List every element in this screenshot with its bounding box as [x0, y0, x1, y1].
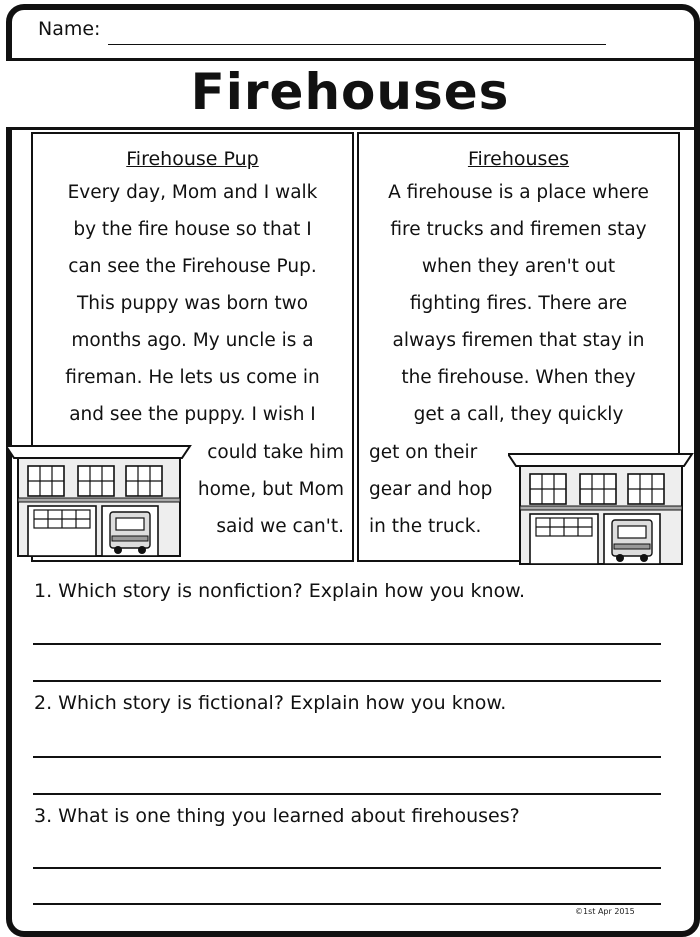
- story-line: get a call, they quickly: [413, 404, 624, 425]
- story-title: Firehouses: [467, 148, 570, 170]
- story-line: by the fire house so that I: [73, 219, 312, 240]
- copyright-note: ©1st Apr 2015: [575, 907, 635, 916]
- story-line: fighting fires. There are: [409, 293, 628, 314]
- title-band: [6, 58, 694, 130]
- name-label: Name:: [38, 18, 101, 40]
- firehouse-icon: [508, 452, 694, 566]
- question-3: 3. What is one thing you learned about firehouses?: [34, 805, 520, 827]
- answer-line[interactable]: [33, 903, 661, 905]
- answer-line[interactable]: [33, 793, 661, 795]
- story-line: could take him: [207, 442, 344, 463]
- story-line: said we can't.: [216, 516, 344, 537]
- story-line: gear and hop: [369, 479, 493, 500]
- firehouse-icon: [6, 444, 192, 558]
- story-line: Every day, Mom and I walk: [67, 182, 318, 203]
- story-line: fireman. He lets us come in: [65, 367, 320, 388]
- story-line: and see the puppy. I wish I: [69, 404, 316, 425]
- answer-line[interactable]: [33, 680, 661, 682]
- name-answer-line[interactable]: [108, 44, 606, 45]
- answer-line[interactable]: [33, 643, 661, 645]
- page-title: Firehouses: [190, 63, 510, 121]
- story-line: get on their: [369, 442, 478, 463]
- question-2: 2. Which story is fictional? Explain how you know.: [34, 692, 507, 714]
- answer-line[interactable]: [33, 867, 661, 869]
- story-line: This puppy was born two: [76, 293, 309, 314]
- story-line: when they aren't out: [421, 256, 616, 277]
- story-line: can see the Firehouse Pup.: [68, 256, 317, 277]
- story-line: A firehouse is a place where: [388, 182, 649, 203]
- story-line: fire trucks and firemen stay: [390, 219, 647, 240]
- question-1: 1. Which story is nonfiction? Explain how you know.: [34, 580, 526, 602]
- story-line: the firehouse. When they: [401, 367, 636, 388]
- answer-line[interactable]: [33, 756, 661, 758]
- story-line: months ago. My uncle is a: [71, 330, 314, 351]
- story-line: home, but Mom: [197, 479, 344, 500]
- story-title: Firehouse Pup: [126, 148, 259, 170]
- story-line: in the truck.: [369, 516, 482, 537]
- story-line: always firemen that stay in: [392, 330, 645, 351]
